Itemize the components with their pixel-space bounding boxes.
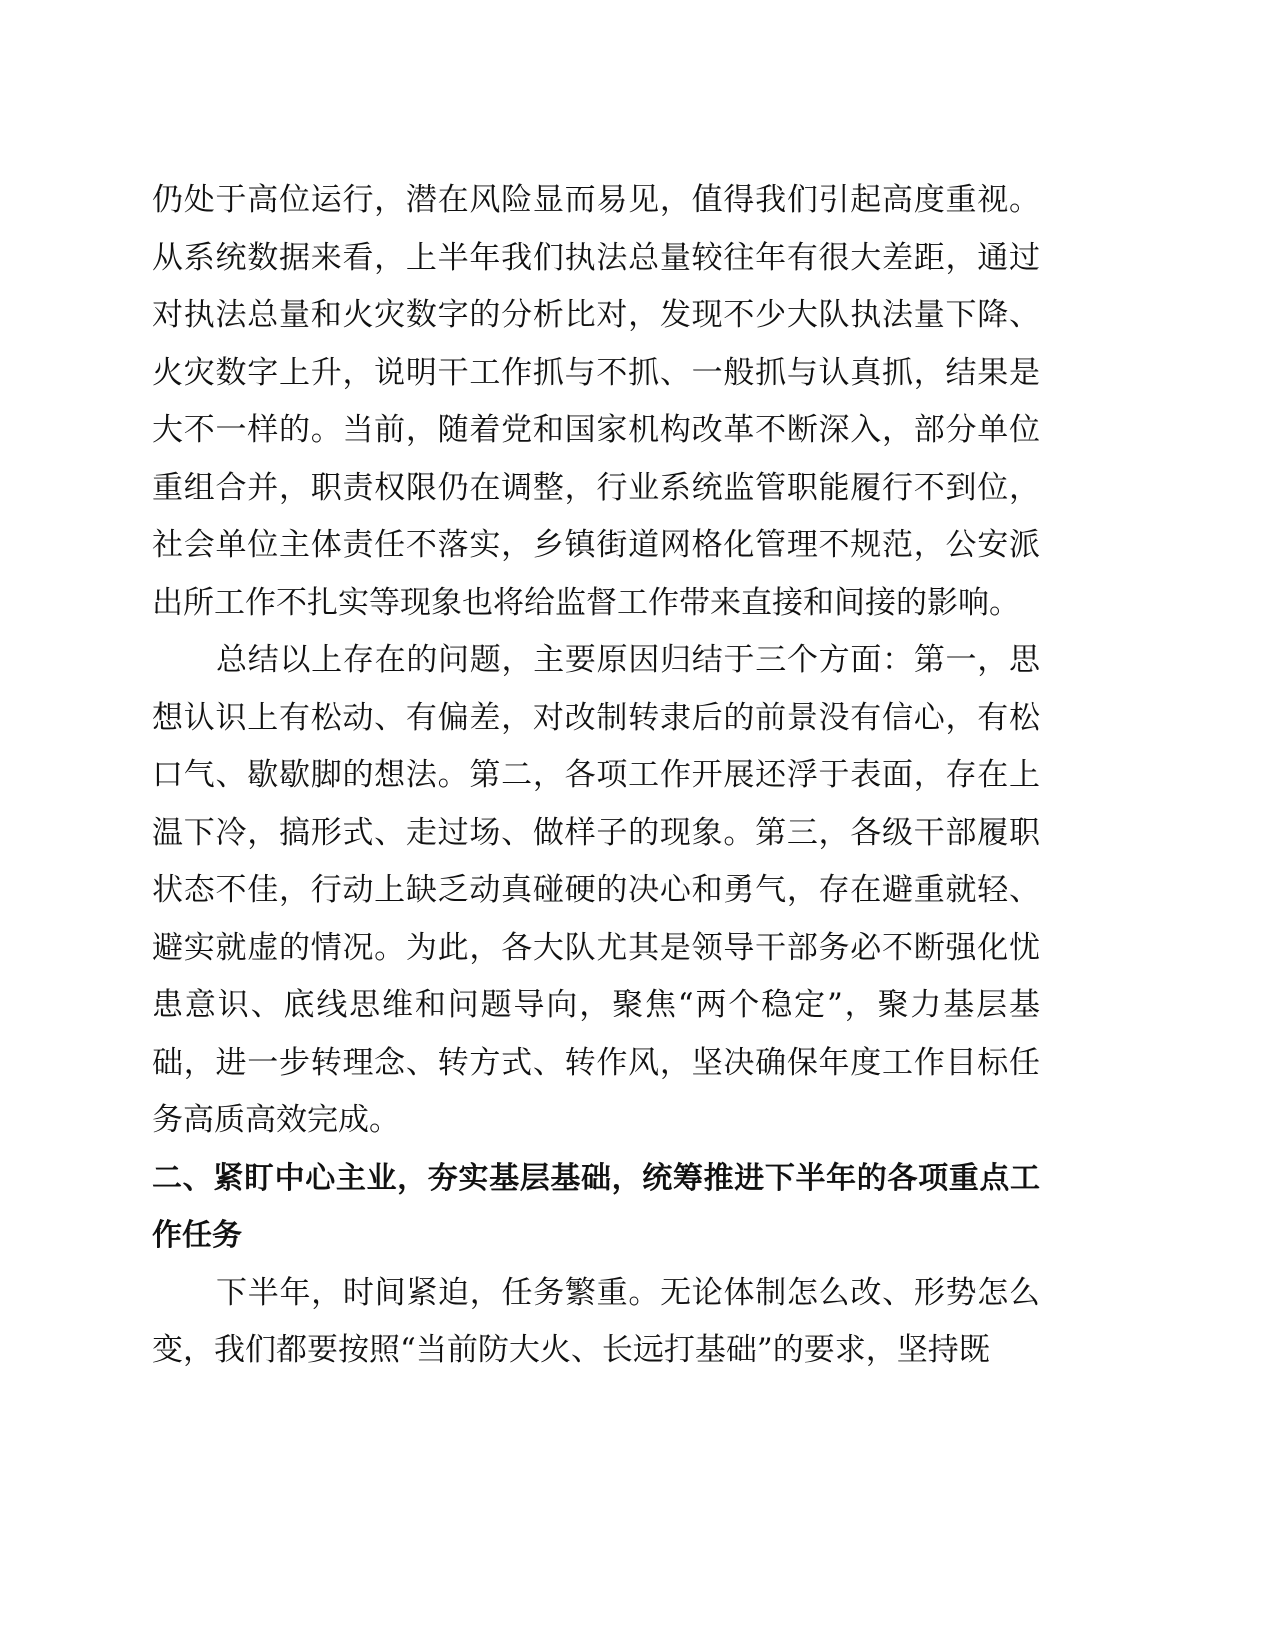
document-body (152, 172, 1040, 1380)
paragraph-second-half-tasks: 下半年，时间紧迫，任务繁重。无论体制怎么改、形势怎么变，我们都要按照“当前防大火、长远打基础”的要求，坚持既 (152, 1274, 1040, 1368)
section-heading: 二、紧盯中心主业，夯实基层基础，统筹推进下半年的各项重点工作任务 (152, 1160, 1040, 1253)
paragraph-continuation: 仍处于高位运行，潜在风险显而易见，值得我们引起高度重视。从系统数据来看，上半年我们执法总量较往年有很大差距，通过对执法总量和火灾数字的分析比对，发现不少大队执法量下降、火灾数字上升，说明干工作抓与不抓、一般抓与认真抓，结果是大不一样的。当前，随着党和国家机构改革不断深入，部分单位重组合并，职责权限仍在调整，行业系统监管职能履行不到位，社会单位主体责任不落实，乡镇街道网格化管理不规范，公安派出所工作不扎实等现象也将给监督工作带来直接和间接的影响。 (152, 182, 1040, 621)
paragraph-problem-causes: 总结以上存在的问题，主要原因归结于三个方面：第一，思想认识上有松动、有偏差，对改制转隶后的前景没有信心，有松口气、歇歇脚的想法。第二，各项工作开展还浮于表面，存在上温下冷，搞形式、走过场、做样子的现象。第三，各级干部履职状态不佳，行动上缺乏动真碰硬的决心和勇气，存在避重就轻、避实就虚的情况。为此，各大队尤其是领导干部务必不断强化忧患意识、底线思维和问题导向，聚焦“两个稳定”，聚力基层基础，进一步转理念、转方式、转作风，坚决确保年度工作目标任务高质高效完成。 (152, 642, 1040, 1138)
